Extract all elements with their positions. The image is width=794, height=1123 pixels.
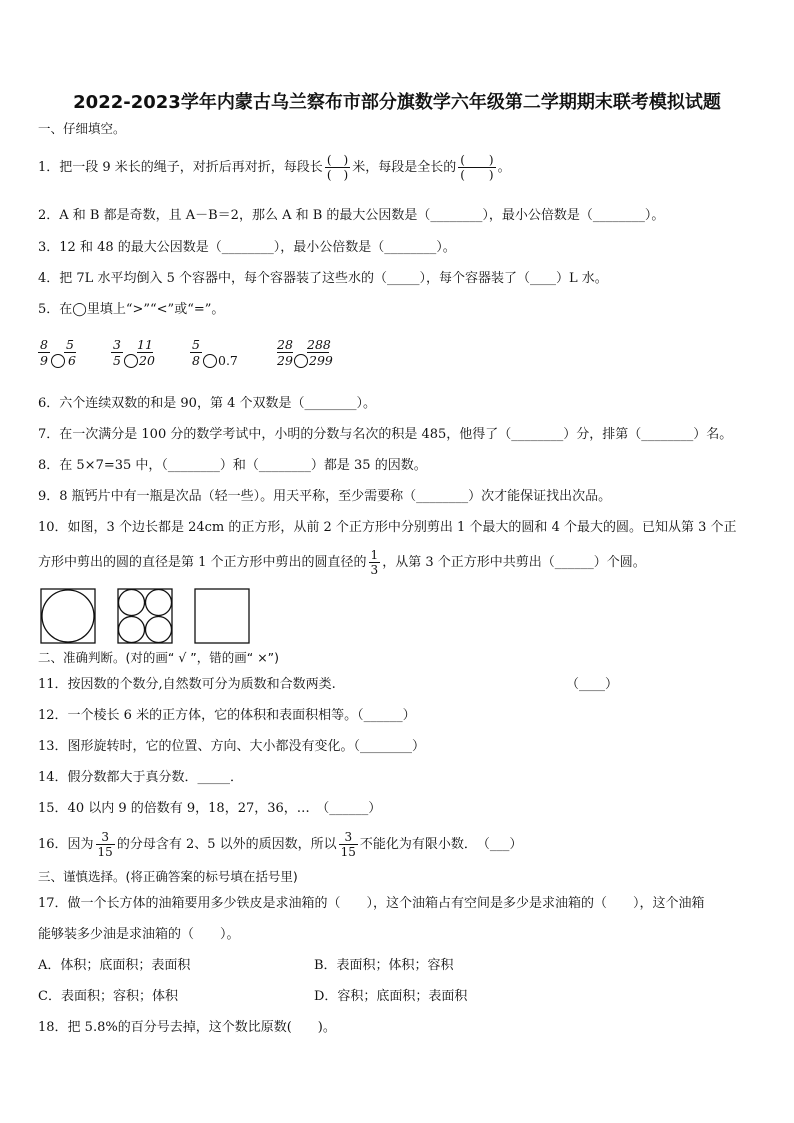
- question-3: 3．12 和 48 的最大公因数是（________），最小公倍数是（________）。: [38, 240, 456, 255]
- question-7: 7．在一次满分是 100 分的数学考试中，小明的分数与名次的积是 485，他得了（________）分，排第（________）名。: [38, 427, 733, 442]
- question-10-line-2: 方形中剪出的圆的直径是第 1 个正方形中剪出的圆直径的 $\frac{1}{3}$ ，从第 3 个正方形中共剪出（______）个圆。: [38, 548, 646, 577]
- question-6: 6．六个连续双数的和是 90，第 4 个双数是（________）。: [38, 396, 376, 411]
- q16-fraction-1: $\frac{3}{15}$: [97, 830, 113, 859]
- q1-fraction-blank-1: $\frac{( )}{( )}$: [326, 153, 349, 182]
- q17-option-d[interactable]: D．容积；底面积；表面积: [314, 989, 468, 1004]
- q1-fraction-blank-2: $\frac{( )}{( )}$: [460, 153, 494, 182]
- question-17-line-2: 能够装多少油是求油箱的（ ）。: [38, 927, 240, 942]
- question-16: 16．因为 $\frac{3}{15}$ 的分母含有 2、5 以外的质因数，所以 $\frac{3}{15}$ 不能化为有限小数． （___）: [38, 830, 523, 859]
- q11-answer-blank[interactable]: （____）: [566, 677, 619, 692]
- question-11: 11．按因数的个数分,自然数可分为质数和合数两类.: [38, 677, 336, 692]
- compare-circle[interactable]: [203, 354, 217, 368]
- small-circle: [146, 590, 172, 616]
- question-12: 12．一个棱长 6 米的正方体，它的体积和表面积相等。（______）: [38, 708, 416, 723]
- q17-option-a[interactable]: A．体积；底面积；表面积: [38, 958, 191, 973]
- question-14: 14．假分数都大于真分数．_____．: [38, 770, 244, 785]
- small-circle: [119, 617, 145, 643]
- question-1: [38, 153, 511, 182]
- question-13: 13．图形旋转时，它的位置、方向、大小都没有变化。（________）: [38, 739, 426, 754]
- compare-circle[interactable]: [294, 354, 308, 368]
- question-17-line-1: 17．做一个长方体的油箱要用多少铁皮是求油箱的（ ），这个油箱占有空间是多少是求油箱的（ ），这个油箱: [38, 896, 705, 911]
- q1-text-a: 1．把一段 9 米长的绳子，对折后再对折，每段长: [38, 159, 323, 175]
- q1-text-c: 。: [497, 159, 511, 175]
- q5-compare-1: 8 5 9 6: [38, 337, 78, 368]
- large-circle: [42, 590, 94, 642]
- squares-figure: [40, 588, 250, 644]
- section-1-heading: 一、仔细填空。: [38, 121, 126, 136]
- question-4: 4．把 7L 水平均倒入 5 个容器中，每个容器装了这些水的（_____），每个容器装了（____）L 水。: [38, 271, 608, 286]
- small-circle: [119, 590, 145, 616]
- compare-circle[interactable]: [124, 354, 138, 368]
- question-2: 2．A 和 B 都是奇数，且 A－B＝2，那么 A 和 B 的最大公因数是（________），最小公倍数是（________）。: [38, 208, 665, 223]
- question-10-line-1: 10．如图，3 个边长都是 24cm 的正方形，从前 2 个正方形中分别剪出 1 个最大的圆和 4 个最大的圆。已知从第 3 个正: [38, 520, 737, 535]
- page-title: 2022-2023学年内蒙古乌兰察布市部分旗数学六年级第二学期期末联考模拟试题: [73, 92, 721, 113]
- q1-text-b: 米，每段是全长的: [352, 159, 457, 175]
- q10-fraction: $\frac{1}{3}$: [370, 548, 379, 577]
- square-1: [41, 589, 95, 643]
- square-3: [195, 589, 249, 643]
- question-8: 8．在 5×7=35 中，（________）和（________）都是 35 的因数。: [38, 458, 427, 473]
- question-9: 9．8 瓶钙片中有一瓶是次品（轻一些）。用天平称，至少需要称（________）次才能保证找出次品。: [38, 489, 612, 504]
- q5-compare-2: 3 11 5 20: [111, 337, 155, 368]
- section-3-heading: 三、谨慎选择。(将正确答案的标号填在括号里): [38, 869, 298, 884]
- compare-circle[interactable]: [51, 354, 65, 368]
- q5-compare-4: 28 288 29 299: [277, 337, 333, 368]
- question-15: 15．40 以内 9 的倍数有 9，18，27，36，… （______）: [38, 801, 382, 816]
- q16-fraction-2: $\frac{3}{15}$: [340, 830, 356, 859]
- question-18: 18．把 5.8%的百分号去掉，这个数比原数( )。: [38, 1020, 336, 1035]
- q5-compare-3: 5 8 0.7: [190, 337, 238, 368]
- question-5: 5．在◯里填上“>”“<”或“=”。: [38, 302, 225, 317]
- q17-option-b[interactable]: B．表面积；体积；容积: [314, 958, 454, 973]
- section-2-heading: 二、准确判断。(对的画“ √ ”，错的画“ ×”): [38, 650, 280, 665]
- small-circle: [146, 617, 172, 643]
- square-2: [118, 589, 172, 643]
- q17-option-c[interactable]: C．表面积；容积；体积: [38, 989, 178, 1004]
